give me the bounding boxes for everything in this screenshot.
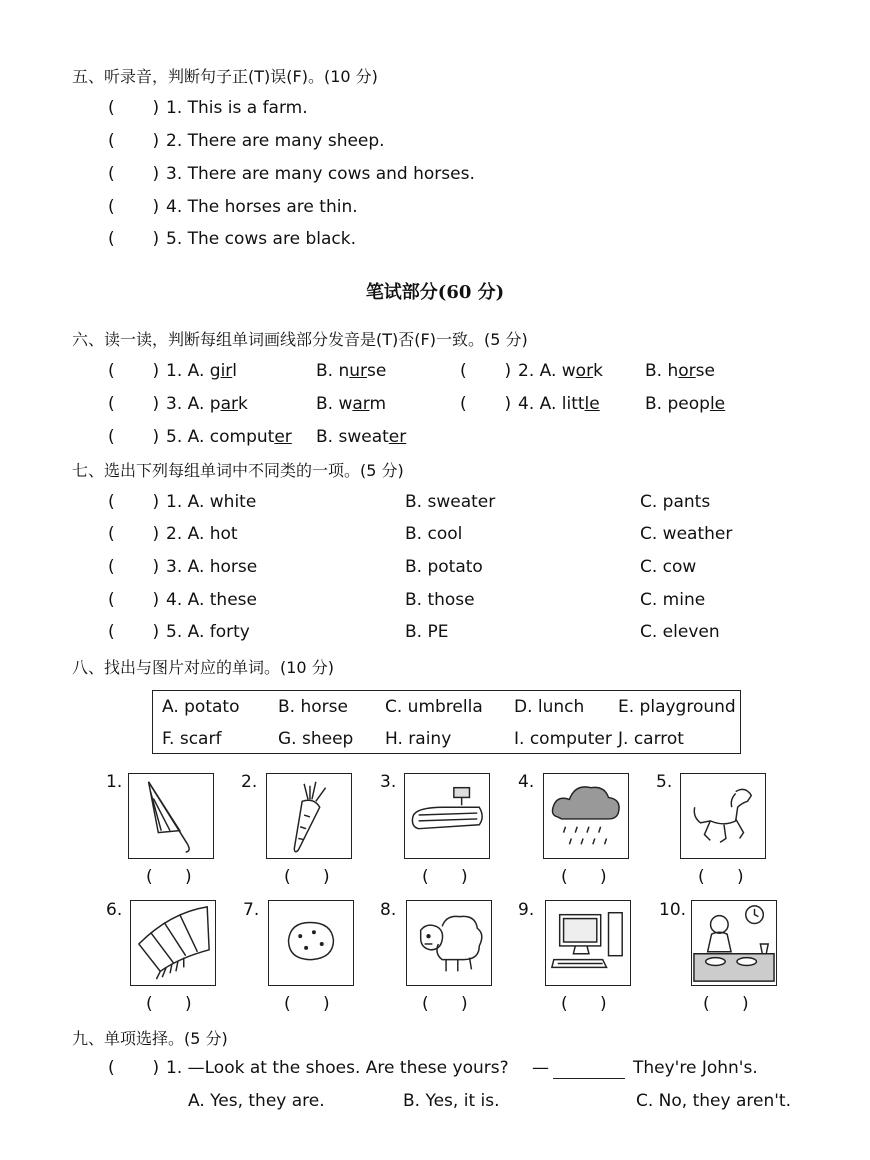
answer-paren[interactable]: ( ) — [108, 197, 160, 217]
carrot-icon — [266, 773, 352, 859]
answer-paren[interactable]: ( ) — [108, 492, 160, 512]
s7-option: 5. A. forty — [166, 622, 250, 642]
section-5-heading: 五、听录音，判断句子正(T)误(F)。(10 分) — [72, 67, 378, 86]
s6-word: 1. A. girl — [166, 361, 238, 381]
s5-item: 2. There are many sheep. — [166, 131, 385, 151]
rain-cloud-icon — [543, 773, 629, 859]
s7-option: B. those — [405, 590, 475, 610]
s7-option: B. PE — [405, 622, 449, 642]
answer-paren[interactable]: ( ) — [146, 867, 192, 887]
answer-paren[interactable]: ( ) — [698, 867, 744, 887]
word-bank-item: H. rainy — [385, 729, 452, 749]
answer-paren[interactable]: ( ) — [460, 394, 512, 414]
picture-number: 8. — [380, 900, 397, 920]
word-bank-item: E. playground — [618, 697, 736, 717]
s7-option: C. weather — [640, 524, 733, 544]
s7-option: 1. A. white — [166, 492, 257, 512]
answer-paren[interactable]: ( ) — [108, 98, 160, 118]
s6-word: B. nurse — [316, 361, 387, 381]
answer-paren[interactable]: ( ) — [422, 867, 468, 887]
s9-question-tail: They're John's. — [633, 1058, 758, 1078]
s6-word: B. warm — [316, 394, 387, 414]
answer-paren[interactable]: ( ) — [460, 361, 512, 381]
word-bank-item: B. horse — [278, 697, 348, 717]
computer-icon — [545, 900, 631, 986]
answer-paren[interactable]: ( ) — [561, 867, 607, 887]
picture-number: 5. — [656, 772, 673, 792]
s9-option: C. No, they aren't. — [636, 1091, 791, 1111]
answer-paren[interactable]: ( ) — [108, 427, 160, 447]
s9-dash: — — [532, 1058, 549, 1078]
s5-item: 3. There are many cows and horses. — [166, 164, 475, 184]
section-8-heading: 八、找出与图片对应的单词。(10 分) — [72, 658, 334, 677]
answer-paren[interactable]: ( ) — [561, 994, 607, 1014]
s7-option: C. mine — [640, 590, 706, 610]
word-bank-item: D. lunch — [514, 697, 585, 717]
s6-word: B. horse — [645, 361, 715, 381]
answer-paren[interactable]: ( ) — [108, 524, 160, 544]
picture-number: 10. — [659, 900, 687, 920]
s7-option: C. cow — [640, 557, 697, 577]
s7-option: B. potato — [405, 557, 483, 577]
s7-option: 4. A. these — [166, 590, 257, 610]
picture-number: 1. — [106, 772, 123, 792]
section-9-heading: 九、单项选择。(5 分) — [72, 1029, 228, 1048]
answer-paren[interactable]: ( ) — [108, 557, 160, 577]
s7-option: C. pants — [640, 492, 711, 512]
s6-word: 5. A. computer — [166, 427, 292, 447]
answer-paren[interactable]: ( ) — [284, 867, 330, 887]
word-bank-item: A. potato — [162, 697, 240, 717]
picture-number: 4. — [518, 772, 535, 792]
playground-icon — [404, 773, 490, 859]
written-section-title: 笔试部分(60 分) — [365, 282, 505, 303]
s6-word: 3. A. park — [166, 394, 248, 414]
answer-paren[interactable]: ( ) — [108, 229, 160, 249]
s6-word: 4. A. little — [518, 394, 600, 414]
umbrella-icon — [128, 773, 214, 859]
lunch-icon — [691, 900, 777, 986]
answer-paren[interactable]: ( ) — [422, 994, 468, 1014]
answer-blank[interactable] — [553, 1078, 625, 1079]
picture-number: 6. — [106, 900, 123, 920]
scarf-icon — [130, 900, 216, 986]
s5-item: 1. This is a farm. — [166, 98, 308, 118]
answer-paren[interactable]: ( ) — [108, 394, 160, 414]
s6-word: B. sweater — [316, 427, 407, 447]
s9-option: A. Yes, they are. — [188, 1091, 325, 1111]
s5-item: 4. The horses are thin. — [166, 197, 358, 217]
s9-question: 1. —Look at the shoes. Are these yours? — [166, 1058, 509, 1078]
s7-option: B. sweater — [405, 492, 496, 512]
s9-option: B. Yes, it is. — [403, 1091, 500, 1111]
s6-word: 2. A. work — [518, 361, 603, 381]
word-bank-item: J. carrot — [618, 729, 684, 749]
word-bank-item: F. scarf — [162, 729, 222, 749]
word-bank-item: G. sheep — [278, 729, 354, 749]
answer-paren[interactable]: ( ) — [703, 994, 749, 1014]
picture-number: 2. — [241, 772, 258, 792]
horse-icon — [680, 773, 766, 859]
section-7-heading: 七、选出下列每组单词中不同类的一项。(5 分) — [72, 461, 404, 480]
s7-option: 3. A. horse — [166, 557, 258, 577]
picture-number: 3. — [380, 772, 397, 792]
section-6-heading: 六、读一读，判断每组单词画线部分发音是(T)否(F)一致。(5 分) — [72, 330, 528, 349]
potato-icon — [268, 900, 354, 986]
answer-paren[interactable]: ( ) — [108, 1058, 160, 1078]
word-bank-item: I. computer — [514, 729, 612, 749]
answer-paren[interactable]: ( ) — [108, 590, 160, 610]
sheep-icon — [406, 900, 492, 986]
picture-number: 9. — [518, 900, 535, 920]
s7-option: 2. A. hot — [166, 524, 238, 544]
answer-paren[interactable]: ( ) — [284, 994, 330, 1014]
word-bank-item: C. umbrella — [385, 697, 483, 717]
s5-item: 5. The cows are black. — [166, 229, 356, 249]
s7-option: C. eleven — [640, 622, 720, 642]
s7-option: B. cool — [405, 524, 463, 544]
answer-paren[interactable]: ( ) — [146, 994, 192, 1014]
s6-word: B. people — [645, 394, 726, 414]
answer-paren[interactable]: ( ) — [108, 622, 160, 642]
picture-number: 7. — [243, 900, 260, 920]
answer-paren[interactable]: ( ) — [108, 361, 160, 381]
answer-paren[interactable]: ( ) — [108, 131, 160, 151]
answer-paren[interactable]: ( ) — [108, 164, 160, 184]
